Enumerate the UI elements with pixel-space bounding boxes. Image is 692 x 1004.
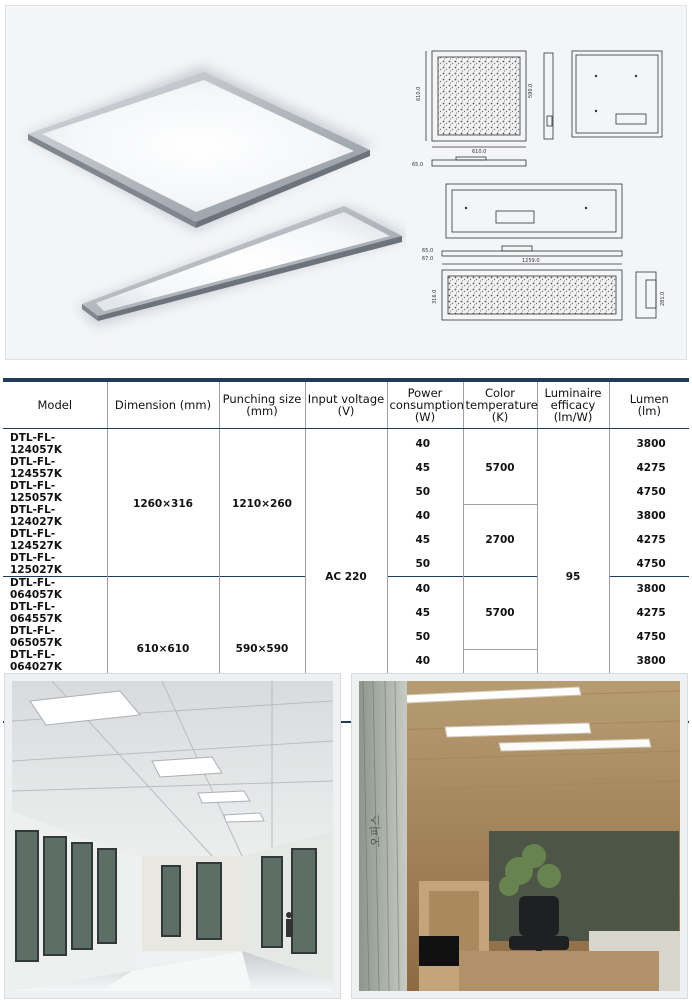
header-punching: Punching size (mm) — [219, 380, 305, 429]
long-panel-diffuser — [96, 212, 390, 311]
table-row: DTL-FL-064557K 45 4275 — [3, 601, 689, 625]
long-panel-end-view — [636, 272, 666, 318]
ceiling-panel-light — [224, 813, 264, 822]
square-panel-back-view — [572, 51, 662, 137]
square-height-label: 610.0 — [416, 86, 422, 101]
table-row: DTL-FL-124557K 45 4275 — [3, 456, 689, 480]
color-temp-cell: 5700 — [463, 577, 537, 650]
voltage-cell: AC 220 — [305, 429, 387, 723]
long-length-label: 1259.0 — [522, 258, 540, 264]
color-temp-cell: 5700 — [463, 429, 537, 505]
panel-photo — [6, 6, 406, 359]
ceiling-panel-light — [152, 757, 222, 777]
long-panel-top-view — [432, 258, 622, 320]
square-panel-top-view — [416, 51, 534, 155]
square-panel-thickness — [412, 157, 526, 168]
table-row: DTL-FL-064027K 40 3800 — [3, 649, 689, 673]
table-row: DTL-FL-125027K 50 4750 — [3, 552, 689, 577]
square-panel-diffuser — [42, 80, 354, 212]
table-row: DTL-FL-125057K 50 4750 — [3, 480, 689, 504]
spec-table — [3, 378, 689, 723]
long-box-label: 67.0 — [422, 256, 434, 262]
table-row: DTL-FL-124027K 40 2700 3800 — [3, 504, 689, 528]
ceiling-panel-light — [198, 791, 250, 803]
table-row: DTL-FL-124057K 1260×316 1210×260 AC 220 40 5700 95 3800 — [3, 429, 689, 457]
table-row: DTL-FL-065057K 50 4750 — [3, 625, 689, 649]
office-illustration — [359, 681, 680, 991]
dimension-cell: 1260×316 — [107, 429, 219, 577]
header-voltage: Input voltage (V) — [305, 380, 387, 429]
square-panel-side-view — [544, 53, 553, 139]
corridor-illustration — [12, 681, 333, 991]
table-row: DTL-FL-064057K 610×610 590×590 40 5700 3800 — [3, 577, 689, 602]
header-model: Model — [3, 380, 107, 429]
technical-drawings — [406, 6, 686, 359]
square-thick-label: 65.0 — [412, 162, 424, 168]
punching-cell: 590×590 — [219, 577, 305, 723]
header-efficacy: Luminaire efficacy (lm/W) — [537, 380, 609, 429]
square-inner-label: 590.0 — [528, 83, 534, 98]
office-corridor-photo — [4, 673, 341, 999]
header-color-temp: Color temperature (K) — [463, 380, 537, 429]
header-lumen: Lumen (lm) — [609, 380, 689, 429]
dimension-cell: 610×610 — [107, 577, 219, 723]
table-row: DTL-FL-124527K 45 4275 — [3, 528, 689, 552]
header-dimension: Dimension (mm) — [107, 380, 219, 429]
long-panel-back-view — [446, 184, 622, 238]
header-power: Power consumption (W) — [387, 380, 463, 429]
office-sign: 오피스 — [369, 815, 382, 847]
table-header-row — [3, 380, 689, 429]
square-width-label: 610.0 — [472, 149, 487, 155]
long-thick-label: 65.0 — [422, 248, 434, 254]
punching-cell: 1210×260 — [219, 429, 305, 577]
efficacy-cell: 95 — [537, 429, 609, 723]
long-width-label: 316.0 — [432, 289, 438, 304]
product-image-box — [5, 5, 687, 360]
office-room-photo — [351, 673, 688, 999]
color-temp-cell: 2700 — [463, 504, 537, 577]
long-side-label: 281.0 — [660, 291, 666, 306]
